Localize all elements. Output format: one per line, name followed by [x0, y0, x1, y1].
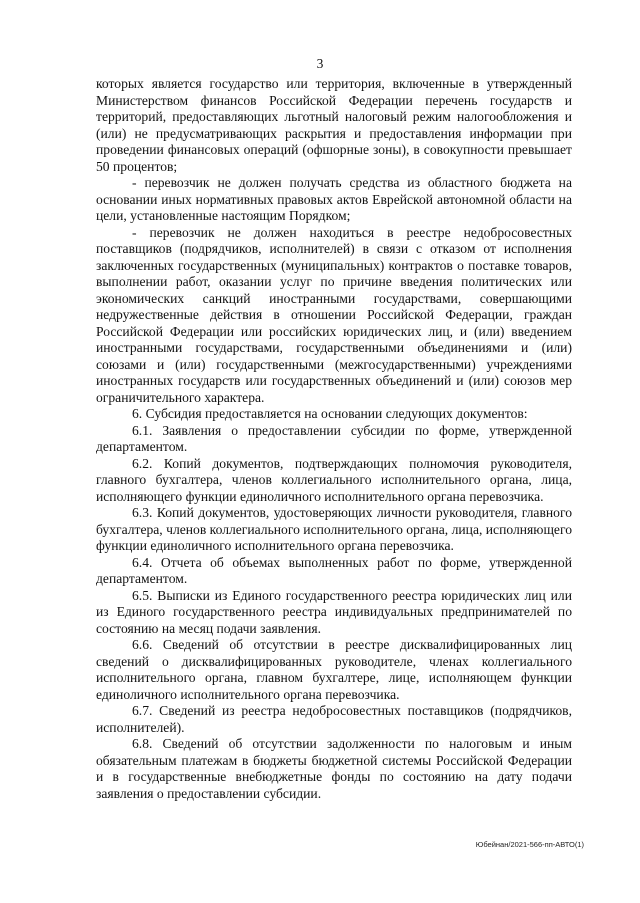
paragraph: 6.6. Сведений об отсутствии в реестре дисквалифицированных лиц сведений о дисквалифицированных руководителе, членах коллегиального исполнительного органа, главном бухгалтере, лице, исполняющем функции единоличного исполнительного органа перевозчика. [96, 637, 572, 702]
document-footer-code: Юбейнан/2021-566-пп-АВТО(1) [475, 840, 584, 849]
paragraph: 6.5. Выписки из Единого государственного реестра юридических лиц или из Единого государственного реестра индивидуальных предпринимателей по состоянию на месяц подачи заявления. [96, 587, 572, 636]
paragraph: 6.8. Сведений об отсутствии задолженности по налоговым и иным обязательным платежам в бюджеты бюджетной системы Российской Федерации и в государственные внебюджетные фонды по состоянию на дату подачи заявления о предоставлении субсидии. [96, 736, 572, 801]
paragraph: - перевозчик не должен находиться в реестре недобросовестных поставщиков (подрядчиков, исполнителей) в связи с отказом от исполнения заключенных государственных (муниципальных) контрактов о поставке товаров, выполнении работ, оказании услуг по причине введения политических или экономических санкций иностранными государствами, совершающими недружественные действия в отношении Российской Федерации, граждан Российской Федерации или российских юридических лиц, и (или) введением иностранными государствами, государственными объединениями и (или) союзами и (или) государственными (межгосударственными) учреждениями иностранных государств или государственных объединений и (или) союзов мер ограничительного характера. [96, 224, 572, 405]
paragraph: 6.3. Копий документов, удостоверяющих личности руководителя, главного бухгалтера, членов коллегиального исполнительного органа, лица, исполняющего функции единоличного исполнительного органа перевозчика. [96, 505, 572, 553]
paragraph: 6.1. Заявления о предоставлении субсидии по форме, утвержденной департаментом. [96, 422, 572, 454]
document-body [96, 76, 572, 802]
paragraph: - перевозчик не должен получать средства из областного бюджета на основании иных нормативных правовых актов Еврейской автономной области на цели, установленные настоящим Порядком; [96, 175, 572, 223]
paragraph: 6.4. Отчета об объемах выполненных работ по форме, утвержденной департаментом. [96, 554, 572, 586]
page-number: 3 [316, 56, 324, 71]
paragraph: 6.7. Сведений из реестра недобросовестных поставщиков (подрядчиков, исполнителей). [96, 703, 572, 735]
paragraph: которых является государство или территория, включенные в утвержденный Министерством финансов Российской Федерации перечень государств и территорий, предоставляющих льготный налоговый режим налогообложения и (или) не предусматривающих раскрытия и предоставления информации при проведении финансовых операций (офшорные зоны), в совокупности превышает 50 процентов; [96, 76, 572, 174]
paragraph: 6.2. Копий документов, подтверждающих полномочия руководителя, главного бухгалтера, членов коллегиального исполнительного органа, лица, исполняющего функции единоличного исполнительного органа перевозчика. [96, 455, 572, 504]
paragraph: 6. Субсидия предоставляется на основании следующих документов: [132, 406, 528, 421]
